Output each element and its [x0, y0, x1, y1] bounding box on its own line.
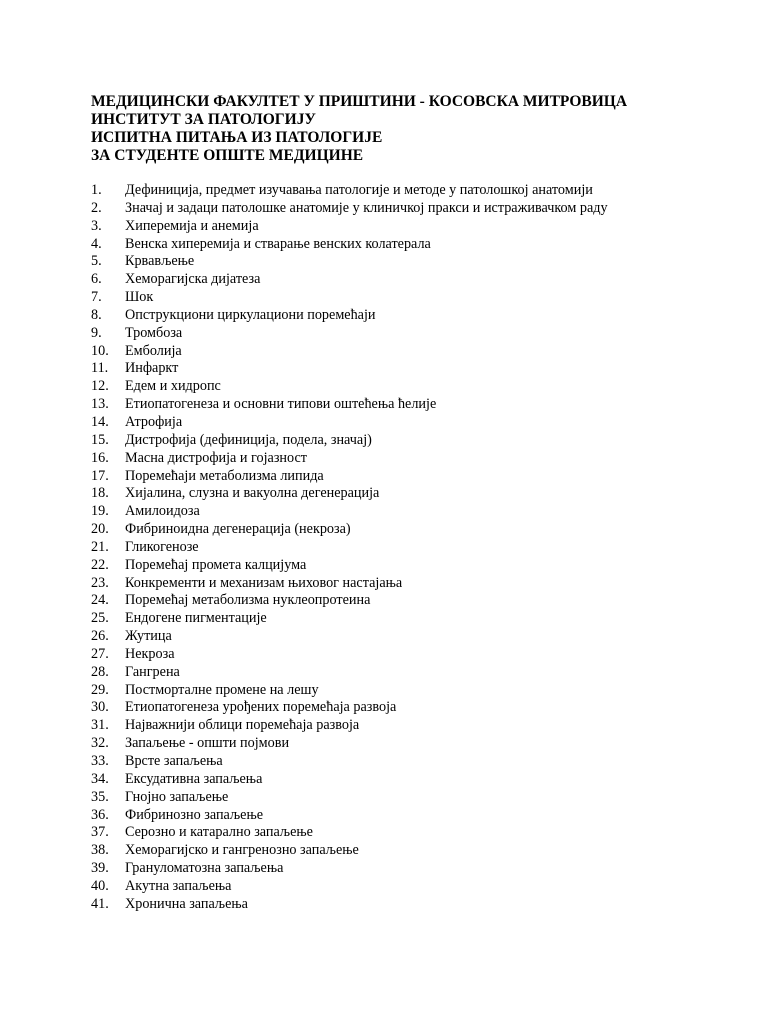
list-item-number: 7.: [91, 289, 102, 306]
list-item: [91, 253, 751, 271]
list-item-text: Гнојно запаљење: [125, 788, 229, 805]
list-item: [91, 860, 751, 878]
document-header: [91, 93, 731, 165]
list-item-number: 25.: [91, 610, 109, 627]
list-item-number: 9.: [91, 324, 102, 341]
list-item: [91, 200, 751, 218]
list-item-number: 8.: [91, 306, 102, 323]
list-item: [91, 610, 751, 628]
list-item: [91, 896, 751, 914]
list-item-text: Жутица: [125, 628, 172, 645]
list-item: [91, 343, 751, 361]
list-item-text: Крвављење: [125, 253, 195, 270]
list-item-text: Грануломатозна запаљења: [125, 860, 284, 877]
list-item: [91, 646, 751, 664]
list-item-text: Гангрена: [125, 663, 180, 680]
list-item-text: Најважнији облици поремећаја развоја: [125, 717, 360, 734]
list-item-number: 27.: [91, 645, 109, 662]
list-item-number: 6.: [91, 271, 102, 288]
list-item-text: Дефиниција, предмет изучавања патологије и методе у патолошкој анатомији: [125, 182, 593, 198]
list-item-number: 12.: [91, 378, 109, 395]
list-item-number: 16.: [91, 449, 109, 466]
list-item: [91, 878, 751, 896]
list-item: [91, 360, 751, 378]
list-item: [91, 824, 751, 842]
list-item-text: Акутна запаљења: [125, 877, 232, 894]
list-item-number: 35.: [91, 788, 109, 805]
list-item: [91, 842, 751, 860]
list-item-text: Гликогенозе: [125, 538, 199, 555]
list-item-text: Фибриноидна дегенерација (некроза): [125, 521, 351, 538]
list-item: [91, 307, 751, 325]
list-item-number: 29.: [91, 681, 109, 698]
list-item-text: Хеморагијско и гангренозно запаљење: [125, 842, 359, 859]
list-item-text: Ендогене пигментације: [125, 610, 267, 627]
list-item: [91, 628, 751, 646]
list-item: [91, 396, 751, 414]
list-item-number: 39.: [91, 860, 109, 877]
list-item: [91, 432, 751, 450]
list-item-text: Хеморагијска дијатеза: [125, 271, 261, 288]
list-item: [91, 503, 751, 521]
list-item-text: Венска хиперемија и стварање венских колатерала: [125, 235, 431, 252]
list-item-text: Некроза: [125, 645, 175, 662]
list-item-number: 17.: [91, 467, 109, 484]
list-item-number: 2.: [91, 199, 102, 216]
list-item-number: 26.: [91, 628, 109, 645]
list-item: [91, 682, 751, 700]
list-item-number: 10.: [91, 342, 109, 359]
list-item: [91, 575, 751, 593]
list-item-text: Шок: [125, 289, 154, 306]
list-item: [91, 664, 751, 682]
list-item-text: Масна дистрофија и гојазност: [125, 449, 307, 466]
list-item-text: Амилоидоза: [125, 503, 200, 520]
header-audience: ЗА СТУДЕНТЕ ОПШТЕ МЕДИЦИНЕ: [91, 147, 364, 164]
list-item-text: Конкременти и механизам њиховог настајања: [125, 574, 403, 591]
list-item: [91, 289, 751, 307]
list-item-number: 33.: [91, 753, 109, 769]
list-item-text: Ексудативна запаљења: [125, 770, 263, 787]
list-item-text: Врсте запаљења: [125, 753, 223, 769]
list-item-number: 32.: [91, 735, 109, 752]
list-item-text: Инфаркт: [125, 360, 179, 377]
list-item: [91, 539, 751, 557]
list-item-number: 22.: [91, 556, 109, 573]
list-item-number: 1.: [91, 182, 102, 198]
list-item-number: 38.: [91, 842, 109, 859]
list-item-number: 23.: [91, 574, 109, 591]
list-item: [91, 325, 751, 343]
list-item-text: Фибринозно запаљење: [125, 806, 264, 823]
list-item-number: 36.: [91, 806, 109, 823]
list-item: [91, 414, 751, 432]
list-item: [91, 218, 751, 236]
list-item-number: 15.: [91, 431, 109, 448]
list-item: [91, 271, 751, 289]
list-item-number: 3.: [91, 217, 102, 234]
list-item: [91, 557, 751, 575]
list-item-text: Хиперемија и анемија: [125, 217, 259, 234]
list-item-number: 14.: [91, 413, 109, 430]
list-item: [91, 485, 751, 503]
list-item-number: 20.: [91, 521, 109, 538]
list-item: [91, 450, 751, 468]
list-item-text: Поремећај промета калцијума: [125, 556, 307, 573]
list-item-text: Едем и хидропс: [125, 378, 221, 395]
list-item: [91, 717, 751, 735]
question-list: [91, 182, 751, 914]
list-item-text: Етиопатогенеза урођених поремећаја развоја: [125, 699, 397, 716]
list-item: [91, 521, 751, 539]
list-item-text: Тромбоза: [125, 324, 183, 341]
list-item: [91, 753, 751, 771]
list-item-number: 31.: [91, 717, 109, 734]
list-item: [91, 771, 751, 789]
list-item-text: Постморталне промене на лешу: [125, 681, 319, 698]
list-item-number: 19.: [91, 503, 109, 520]
list-item-number: 37.: [91, 824, 109, 841]
list-item-text: Хронична запаљења: [125, 895, 248, 912]
list-item: [91, 807, 751, 825]
list-item-text: Серозно и катарално запаљење: [125, 824, 313, 841]
list-item-text: Етиопатогенеза и основни типови оштећења ћелије: [125, 396, 437, 413]
header-exam-title: ИСПИТНА ПИТАЊА ИЗ ПАТОЛОГИЈЕ: [91, 129, 383, 146]
list-item-text: Поремећаји метаболизма липида: [125, 467, 324, 484]
list-item: [91, 468, 751, 486]
list-item-number: 34.: [91, 770, 109, 787]
list-item: [91, 182, 751, 200]
list-item-number: 13.: [91, 396, 109, 413]
list-item: [91, 378, 751, 396]
header-institute: ИНСТИТУТ ЗА ПАТОЛОГИЈУ: [91, 111, 316, 128]
list-item-number: 28.: [91, 663, 109, 680]
header-faculty: МЕДИЦИНСКИ ФАКУЛТЕТ У ПРИШТИНИ - КОСОВСКА МИТРОВИЦА: [91, 93, 628, 110]
list-item-number: 4.: [91, 235, 102, 252]
list-item-text: Емболија: [125, 342, 182, 359]
list-item-text: Атрофија: [125, 413, 183, 430]
list-item-text: Дистрофија (дефиниција, подела, значај): [125, 431, 372, 448]
list-item-number: 5.: [91, 253, 102, 270]
list-item-number: 11.: [91, 360, 109, 377]
list-item-number: 41.: [91, 895, 109, 912]
list-item-number: 24.: [91, 592, 109, 609]
list-item: [91, 699, 751, 717]
list-item-number: 18.: [91, 485, 109, 502]
list-item-text: Хијалина, слузна и вакуолна дегенерација: [125, 485, 380, 502]
list-item: [91, 592, 751, 610]
list-item-text: Значај и задаци патолошке анатомије у клиничкој пракси и истраживачком раду: [125, 199, 608, 216]
list-item-text: Запаљење - општи појмови: [125, 735, 290, 752]
list-item: [91, 735, 751, 753]
list-item-number: 40.: [91, 877, 109, 894]
list-item-number: 21.: [91, 538, 109, 555]
list-item: [91, 236, 751, 254]
list-item-number: 30.: [91, 699, 109, 716]
list-item-text: Поремећај метаболизма нуклеопротеина: [125, 592, 371, 609]
list-item: [91, 789, 751, 807]
list-item-text: Опструкциони циркулациони поремећаји: [125, 306, 376, 323]
